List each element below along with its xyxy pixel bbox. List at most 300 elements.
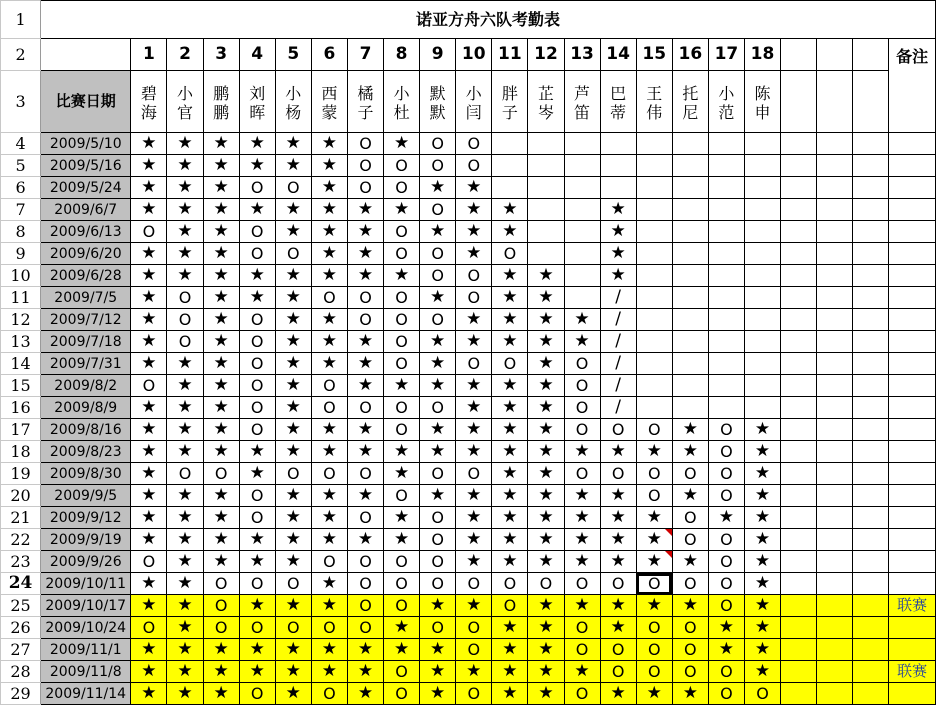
empty-cell[interactable] xyxy=(817,265,853,287)
empty-cell[interactable] xyxy=(853,595,889,617)
empty-cell[interactable] xyxy=(781,639,817,661)
attendance-cell[interactable]: ★ xyxy=(203,177,239,199)
empty-cell[interactable] xyxy=(817,243,853,265)
attendance-cell[interactable]: ★ xyxy=(311,155,347,177)
attendance-cell[interactable] xyxy=(744,199,780,221)
attendance-cell[interactable]: O xyxy=(311,287,347,309)
attendance-cell[interactable] xyxy=(672,265,708,287)
attendance-cell[interactable]: O xyxy=(275,243,311,265)
empty-cell[interactable] xyxy=(781,177,817,199)
attendance-cell[interactable]: ★ xyxy=(131,155,167,177)
attendance-cell[interactable]: ★ xyxy=(384,199,420,221)
attendance-cell[interactable]: ★ xyxy=(744,529,780,551)
attendance-cell[interactable]: ★ xyxy=(600,199,636,221)
attendance-cell[interactable]: ★ xyxy=(131,397,167,419)
empty-cell[interactable] xyxy=(781,529,817,551)
attendance-cell[interactable]: ★ xyxy=(131,331,167,353)
attendance-cell[interactable]: ★ xyxy=(275,661,311,683)
attendance-cell[interactable]: ★ xyxy=(564,529,600,551)
attendance-cell[interactable]: ★ xyxy=(275,683,311,705)
attendance-cell[interactable]: O xyxy=(275,617,311,639)
attendance-cell[interactable]: ★ xyxy=(167,397,203,419)
attendance-cell[interactable]: O xyxy=(636,463,672,485)
attendance-cell[interactable]: O xyxy=(131,221,167,243)
attendance-cell[interactable]: ★ xyxy=(347,529,383,551)
attendance-cell[interactable]: O xyxy=(347,573,383,595)
attendance-cell[interactable]: ★ xyxy=(456,441,492,463)
empty-cell[interactable] xyxy=(853,397,889,419)
attendance-cell[interactable] xyxy=(708,133,744,155)
attendance-cell[interactable]: O xyxy=(492,573,528,595)
attendance-cell[interactable]: O xyxy=(636,419,672,441)
attendance-cell[interactable]: ★ xyxy=(492,309,528,331)
attendance-cell[interactable]: ★ xyxy=(672,419,708,441)
attendance-cell[interactable]: ★ xyxy=(167,529,203,551)
player-number[interactable]: 6 xyxy=(311,39,347,71)
attendance-cell[interactable]: ★ xyxy=(347,265,383,287)
note-cell[interactable] xyxy=(889,419,936,441)
attendance-cell[interactable] xyxy=(528,243,564,265)
attendance-cell[interactable]: ★ xyxy=(311,441,347,463)
attendance-cell[interactable]: O xyxy=(708,573,744,595)
attendance-cell[interactable]: O xyxy=(600,463,636,485)
empty-cell[interactable] xyxy=(853,221,889,243)
attendance-cell[interactable]: O xyxy=(239,353,275,375)
attendance-cell[interactable]: ★ xyxy=(131,485,167,507)
empty-cell[interactable] xyxy=(781,441,817,463)
match-date[interactable]: 2009/11/14 xyxy=(41,683,131,705)
empty-cell[interactable] xyxy=(781,221,817,243)
attendance-cell[interactable]: ★ xyxy=(203,287,239,309)
attendance-cell[interactable]: O xyxy=(347,287,383,309)
attendance-cell[interactable]: ★ xyxy=(347,375,383,397)
attendance-cell[interactable] xyxy=(744,221,780,243)
attendance-cell[interactable]: ★ xyxy=(456,397,492,419)
note-cell[interactable] xyxy=(889,133,936,155)
attendance-cell[interactable]: ★ xyxy=(456,551,492,573)
empty-cell[interactable] xyxy=(853,441,889,463)
attendance-cell[interactable]: O xyxy=(636,639,672,661)
attendance-cell[interactable]: ★ xyxy=(167,639,203,661)
attendance-cell[interactable]: ★ xyxy=(456,485,492,507)
attendance-cell[interactable]: O xyxy=(239,617,275,639)
attendance-cell[interactable]: O xyxy=(239,331,275,353)
attendance-cell[interactable] xyxy=(564,243,600,265)
attendance-cell[interactable]: ★ xyxy=(528,397,564,419)
attendance-cell[interactable]: ★ xyxy=(528,463,564,485)
empty-cell[interactable] xyxy=(781,353,817,375)
row-number[interactable]: 4 xyxy=(1,133,41,155)
empty-cell[interactable] xyxy=(817,287,853,309)
empty-cell[interactable] xyxy=(853,177,889,199)
attendance-cell[interactable]: O xyxy=(564,375,600,397)
attendance-cell[interactable]: ★ xyxy=(203,507,239,529)
attendance-cell[interactable] xyxy=(636,199,672,221)
empty-cell[interactable] xyxy=(817,39,853,71)
attendance-cell[interactable]: ★ xyxy=(636,551,672,573)
attendance-cell[interactable]: ★ xyxy=(672,595,708,617)
note-cell[interactable] xyxy=(889,375,936,397)
empty-cell[interactable] xyxy=(853,507,889,529)
attendance-cell[interactable]: O xyxy=(347,397,383,419)
attendance-cell[interactable] xyxy=(564,287,600,309)
attendance-cell[interactable]: O xyxy=(636,661,672,683)
attendance-cell[interactable]: O xyxy=(131,617,167,639)
attendance-cell[interactable]: O xyxy=(167,287,203,309)
row-number[interactable]: 11 xyxy=(1,287,41,309)
attendance-cell[interactable]: ★ xyxy=(239,441,275,463)
attendance-cell[interactable]: O xyxy=(384,419,420,441)
attendance-cell[interactable]: ★ xyxy=(275,199,311,221)
player-name[interactable] xyxy=(672,71,708,133)
attendance-cell[interactable]: ★ xyxy=(744,463,780,485)
row-number[interactable]: 8 xyxy=(1,221,41,243)
attendance-cell[interactable]: ★ xyxy=(203,199,239,221)
attendance-cell[interactable]: ★ xyxy=(131,683,167,705)
attendance-cell[interactable]: ★ xyxy=(239,155,275,177)
attendance-cell[interactable]: ★ xyxy=(744,639,780,661)
attendance-cell[interactable]: ★ xyxy=(420,419,456,441)
attendance-cell[interactable]: O xyxy=(239,573,275,595)
attendance-cell[interactable] xyxy=(600,177,636,199)
empty-cell[interactable] xyxy=(853,551,889,573)
player-name[interactable] xyxy=(311,71,347,133)
attendance-cell[interactable]: O xyxy=(708,419,744,441)
player-number[interactable]: 4 xyxy=(239,39,275,71)
attendance-cell[interactable]: ★ xyxy=(492,265,528,287)
attendance-cell[interactable]: ★ xyxy=(492,639,528,661)
attendance-cell[interactable] xyxy=(708,177,744,199)
attendance-cell[interactable]: ★ xyxy=(131,661,167,683)
empty-cell[interactable] xyxy=(817,551,853,573)
attendance-cell[interactable]: ★ xyxy=(744,595,780,617)
empty-cell[interactable] xyxy=(817,397,853,419)
attendance-cell[interactable]: O xyxy=(744,683,780,705)
attendance-cell[interactable]: O xyxy=(456,463,492,485)
attendance-cell[interactable]: ★ xyxy=(347,221,383,243)
attendance-cell[interactable]: ★ xyxy=(167,221,203,243)
attendance-cell[interactable]: O xyxy=(672,617,708,639)
attendance-cell[interactable]: O xyxy=(564,397,600,419)
attendance-cell[interactable] xyxy=(708,221,744,243)
attendance-cell[interactable]: ★ xyxy=(600,617,636,639)
attendance-cell[interactable]: ★ xyxy=(167,419,203,441)
row-number[interactable]: 9 xyxy=(1,243,41,265)
player-name[interactable] xyxy=(384,71,420,133)
attendance-cell[interactable]: O xyxy=(311,617,347,639)
attendance-cell[interactable]: O xyxy=(384,397,420,419)
attendance-cell[interactable]: O xyxy=(564,419,600,441)
row-number[interactable]: 16 xyxy=(1,397,41,419)
attendance-cell[interactable]: O xyxy=(708,683,744,705)
attendance-cell[interactable] xyxy=(672,133,708,155)
attendance-cell[interactable] xyxy=(744,353,780,375)
attendance-cell[interactable]: ★ xyxy=(275,287,311,309)
attendance-cell[interactable]: ★ xyxy=(167,265,203,287)
empty-cell[interactable] xyxy=(781,573,817,595)
attendance-cell[interactable]: / xyxy=(600,353,636,375)
attendance-cell[interactable]: ★ xyxy=(275,133,311,155)
empty-cell[interactable] xyxy=(817,639,853,661)
row-number[interactable]: 15 xyxy=(1,375,41,397)
empty-cell[interactable] xyxy=(817,133,853,155)
row-number[interactable]: 28 xyxy=(1,661,41,683)
attendance-cell[interactable]: O xyxy=(492,243,528,265)
attendance-cell[interactable]: ★ xyxy=(203,397,239,419)
attendance-cell[interactable]: ★ xyxy=(420,485,456,507)
attendance-cell[interactable] xyxy=(708,375,744,397)
attendance-cell[interactable]: ★ xyxy=(564,331,600,353)
player-name[interactable] xyxy=(275,71,311,133)
player-name[interactable] xyxy=(744,71,780,133)
attendance-cell[interactable] xyxy=(492,133,528,155)
empty-cell[interactable] xyxy=(817,375,853,397)
attendance-cell[interactable]: ★ xyxy=(131,441,167,463)
attendance-cell[interactable]: ★ xyxy=(456,375,492,397)
empty-cell[interactable] xyxy=(781,199,817,221)
attendance-cell[interactable]: ★ xyxy=(167,199,203,221)
attendance-cell[interactable]: ★ xyxy=(456,661,492,683)
empty-cell[interactable] xyxy=(853,331,889,353)
player-name[interactable] xyxy=(636,71,672,133)
attendance-cell[interactable]: ★ xyxy=(275,155,311,177)
row-number[interactable]: 14 xyxy=(1,353,41,375)
attendance-cell[interactable]: ★ xyxy=(131,529,167,551)
attendance-cell[interactable]: O xyxy=(347,595,383,617)
attendance-cell[interactable]: ★ xyxy=(311,507,347,529)
attendance-cell[interactable]: O xyxy=(239,683,275,705)
attendance-cell[interactable]: ★ xyxy=(131,639,167,661)
empty-cell[interactable] xyxy=(781,375,817,397)
match-date[interactable]: 2009/8/30 xyxy=(41,463,131,485)
attendance-cell[interactable]: O xyxy=(456,683,492,705)
attendance-cell[interactable]: ★ xyxy=(492,551,528,573)
attendance-cell[interactable]: ★ xyxy=(420,177,456,199)
player-name[interactable] xyxy=(203,71,239,133)
attendance-cell[interactable] xyxy=(636,177,672,199)
row-number[interactable]: 22 xyxy=(1,529,41,551)
player-number[interactable]: 11 xyxy=(492,39,528,71)
attendance-cell[interactable] xyxy=(672,331,708,353)
attendance-cell[interactable]: ★ xyxy=(528,683,564,705)
attendance-cell[interactable]: O xyxy=(239,221,275,243)
attendance-cell[interactable]: ★ xyxy=(311,133,347,155)
match-date[interactable]: 2009/7/12 xyxy=(41,309,131,331)
empty-cell[interactable] xyxy=(781,309,817,331)
attendance-cell[interactable]: ★ xyxy=(420,221,456,243)
attendance-cell[interactable]: ★ xyxy=(528,661,564,683)
attendance-cell[interactable]: ★ xyxy=(203,309,239,331)
attendance-cell[interactable] xyxy=(744,375,780,397)
attendance-cell[interactable]: ★ xyxy=(275,397,311,419)
attendance-cell[interactable]: ★ xyxy=(131,353,167,375)
attendance-cell[interactable] xyxy=(600,155,636,177)
note-cell[interactable] xyxy=(889,353,936,375)
attendance-cell[interactable]: O xyxy=(275,177,311,199)
attendance-cell[interactable] xyxy=(672,397,708,419)
attendance-cell[interactable]: O xyxy=(347,155,383,177)
attendance-cell[interactable]: ★ xyxy=(311,331,347,353)
empty-cell[interactable] xyxy=(781,463,817,485)
attendance-cell[interactable]: ★ xyxy=(311,529,347,551)
match-date[interactable]: 2009/6/7 xyxy=(41,199,131,221)
empty-cell[interactable] xyxy=(853,419,889,441)
attendance-cell[interactable] xyxy=(672,155,708,177)
attendance-cell[interactable]: O xyxy=(384,573,420,595)
attendance-cell[interactable]: ★ xyxy=(239,287,275,309)
attendance-cell[interactable]: ★ xyxy=(528,265,564,287)
empty-cell[interactable] xyxy=(781,71,817,133)
attendance-cell[interactable]: ★ xyxy=(167,441,203,463)
attendance-cell[interactable]: ★ xyxy=(672,441,708,463)
attendance-cell[interactable]: O xyxy=(708,529,744,551)
attendance-cell[interactable]: ★ xyxy=(131,287,167,309)
attendance-cell[interactable]: O xyxy=(636,617,672,639)
attendance-cell[interactable]: ★ xyxy=(347,243,383,265)
attendance-cell[interactable]: O xyxy=(420,133,456,155)
empty-cell[interactable] xyxy=(853,661,889,683)
attendance-cell[interactable] xyxy=(744,155,780,177)
player-number[interactable]: 15 xyxy=(636,39,672,71)
empty-cell[interactable] xyxy=(781,617,817,639)
attendance-cell[interactable]: ★ xyxy=(420,639,456,661)
attendance-cell[interactable]: O xyxy=(456,155,492,177)
attendance-cell[interactable]: ★ xyxy=(636,683,672,705)
attendance-cell[interactable] xyxy=(708,331,744,353)
attendance-cell[interactable]: O xyxy=(600,639,636,661)
attendance-cell[interactable]: ★ xyxy=(275,441,311,463)
attendance-cell[interactable]: O xyxy=(672,507,708,529)
attendance-cell[interactable] xyxy=(708,287,744,309)
attendance-cell[interactable]: ★ xyxy=(275,507,311,529)
attendance-cell[interactable]: O xyxy=(672,529,708,551)
attendance-cell[interactable] xyxy=(636,331,672,353)
attendance-cell[interactable]: ★ xyxy=(239,595,275,617)
attendance-cell[interactable]: / xyxy=(600,309,636,331)
attendance-cell[interactable]: ★ xyxy=(528,287,564,309)
attendance-cell[interactable] xyxy=(636,309,672,331)
note-cell[interactable] xyxy=(889,463,936,485)
row-number[interactable]: 1 xyxy=(1,1,41,39)
attendance-cell[interactable]: O xyxy=(456,287,492,309)
attendance-cell[interactable] xyxy=(564,221,600,243)
match-date[interactable]: 2009/5/16 xyxy=(41,155,131,177)
attendance-cell[interactable]: ★ xyxy=(131,265,167,287)
empty-cell[interactable] xyxy=(817,441,853,463)
attendance-cell[interactable] xyxy=(708,265,744,287)
attendance-cell[interactable]: ★ xyxy=(528,375,564,397)
attendance-cell[interactable]: O xyxy=(384,661,420,683)
row-number[interactable]: 10 xyxy=(1,265,41,287)
attendance-cell[interactable]: ★ xyxy=(456,419,492,441)
attendance-cell[interactable]: / xyxy=(600,331,636,353)
match-date[interactable]: 2009/7/18 xyxy=(41,331,131,353)
attendance-cell[interactable]: ★ xyxy=(275,331,311,353)
attendance-cell[interactable]: ★ xyxy=(203,265,239,287)
attendance-cell[interactable]: ★ xyxy=(311,221,347,243)
attendance-cell[interactable]: ★ xyxy=(203,155,239,177)
attendance-cell[interactable] xyxy=(636,397,672,419)
note-cell[interactable] xyxy=(889,639,936,661)
attendance-cell[interactable]: ★ xyxy=(311,177,347,199)
attendance-cell[interactable]: ★ xyxy=(492,441,528,463)
attendance-cell[interactable]: ★ xyxy=(239,199,275,221)
attendance-cell[interactable]: O xyxy=(203,573,239,595)
row-number[interactable]: 24 xyxy=(1,573,41,595)
attendance-cell[interactable] xyxy=(492,155,528,177)
match-date[interactable]: 2009/5/10 xyxy=(41,133,131,155)
attendance-cell[interactable]: ★ xyxy=(708,639,744,661)
attendance-cell[interactable]: ★ xyxy=(384,375,420,397)
attendance-cell[interactable]: ★ xyxy=(744,485,780,507)
empty-cell[interactable] xyxy=(853,71,889,133)
note-cell[interactable] xyxy=(889,155,936,177)
attendance-cell[interactable]: O xyxy=(239,177,275,199)
attendance-cell[interactable]: ★ xyxy=(167,507,203,529)
attendance-cell[interactable]: ★ xyxy=(456,309,492,331)
attendance-cell[interactable]: ★ xyxy=(203,661,239,683)
attendance-cell[interactable]: ★ xyxy=(636,595,672,617)
attendance-cell[interactable]: ★ xyxy=(384,441,420,463)
attendance-cell[interactable]: ★ xyxy=(492,375,528,397)
attendance-cell[interactable] xyxy=(708,155,744,177)
match-date[interactable]: 2009/8/23 xyxy=(41,441,131,463)
attendance-cell[interactable]: O xyxy=(528,573,564,595)
attendance-cell[interactable] xyxy=(636,133,672,155)
empty-cell[interactable] xyxy=(781,683,817,705)
empty-cell[interactable] xyxy=(781,661,817,683)
attendance-cell[interactable]: ★ xyxy=(492,331,528,353)
attendance-cell[interactable]: ★ xyxy=(744,507,780,529)
empty-cell[interactable] xyxy=(817,683,853,705)
attendance-cell[interactable]: ★ xyxy=(131,595,167,617)
attendance-cell[interactable]: ★ xyxy=(347,419,383,441)
attendance-cell[interactable]: ★ xyxy=(131,199,167,221)
attendance-cell[interactable]: O xyxy=(311,397,347,419)
note-cell[interactable] xyxy=(889,331,936,353)
empty-cell[interactable] xyxy=(781,397,817,419)
attendance-cell[interactable]: ★ xyxy=(420,595,456,617)
attendance-cell[interactable]: ★ xyxy=(492,463,528,485)
attendance-cell[interactable]: O xyxy=(347,309,383,331)
attendance-cell[interactable]: O xyxy=(347,617,383,639)
row-number[interactable]: 19 xyxy=(1,463,41,485)
attendance-cell[interactable]: O xyxy=(636,485,672,507)
attendance-cell[interactable]: O xyxy=(564,573,600,595)
match-date[interactable]: 2009/8/16 xyxy=(41,419,131,441)
attendance-cell[interactable]: O xyxy=(384,485,420,507)
attendance-cell[interactable]: O xyxy=(420,617,456,639)
attendance-cell[interactable] xyxy=(600,133,636,155)
attendance-cell[interactable] xyxy=(744,243,780,265)
attendance-cell[interactable]: O xyxy=(347,507,383,529)
attendance-cell[interactable]: ★ xyxy=(347,639,383,661)
attendance-cell[interactable]: O xyxy=(311,375,347,397)
empty-cell[interactable] xyxy=(817,529,853,551)
attendance-cell[interactable]: ★ xyxy=(239,551,275,573)
attendance-cell[interactable]: ★ xyxy=(528,507,564,529)
attendance-cell[interactable]: ★ xyxy=(131,507,167,529)
player-number[interactable]: 13 xyxy=(564,39,600,71)
empty-cell[interactable] xyxy=(817,71,853,133)
match-date[interactable]: 2009/8/9 xyxy=(41,397,131,419)
attendance-cell[interactable]: ★ xyxy=(600,507,636,529)
attendance-cell[interactable]: ★ xyxy=(528,309,564,331)
attendance-cell[interactable]: O xyxy=(384,551,420,573)
attendance-cell[interactable]: O xyxy=(203,595,239,617)
empty-cell[interactable] xyxy=(817,419,853,441)
empty-cell[interactable] xyxy=(853,39,889,71)
